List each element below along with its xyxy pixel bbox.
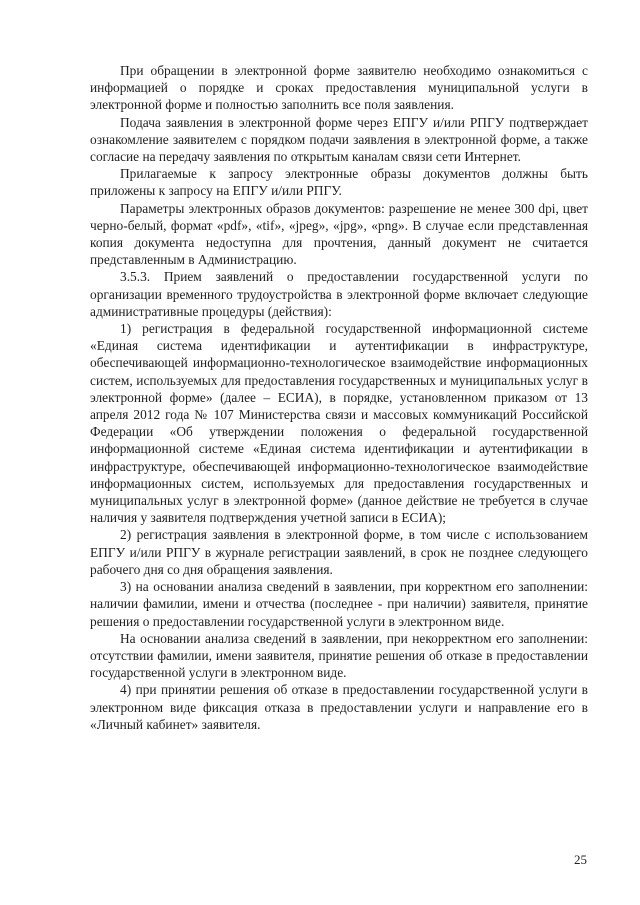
page-number: 25 xyxy=(574,852,587,867)
paragraph: При обращении в электронной форме заявителю необходимо ознакомиться с информацией о порядке и сроках предоставления муниципальной услуги в электронной форме и полностью заполнить все поля заявления. xyxy=(90,63,588,113)
paragraph: Параметры электронных образов документов: разрешение не менее 300 dpi, цвет черно-белый, формат «pdf», «tif», «jpeg», «jpg», «png». В случае если представленная копия документа недоступна для прочтения, данный документ не считается представленным в Администрацию. xyxy=(90,200,588,268)
paragraph: На основании анализа сведений в заявлении, при некорректном его заполнении: отсутствии фамилии, имени заявителя, принятие решения об отказе в предоставлении государственной услуги в электронном виде. xyxy=(90,630,588,681)
paragraph: Подача заявления в электронной форме через ЕПГУ и/или РПГУ подтверждает ознакомление заявителем с порядком подачи заявления в электронной форме, а также согласие на передачу заявления по открытым каналам связи сети Интернет. xyxy=(90,114,588,165)
paragraph: 1) регистрация в федеральной государственной информационной системе «Единая система идентификации и аутентификации в инфраструктуре, обеспечивающей информационно-технологическое взаимодействие информационных систем, используемых для предоставления государственных и муниципальных услуг в электронной форме» (далее – ЕСИА), в порядке, установленном приказом от 13 апреля 2012 года № 107 Министерства связи и массовых коммуникаций Российской Федерации «Об утверждении положения о федеральной государственной информационной системе «Единая система идентификации и аутентификации в инфраструктуре, обеспечивающей информационно-технологическое взаимодействие информационных систем, используемых для предоставления государственных и муниципальных услуг в электронной форме» (данное действие не требуется в случае наличия у заявителя подтверждения учетной записи в ЕСИА); xyxy=(90,321,588,526)
paragraph: Прилагаемые к запросу электронные образы документов должны быть приложены к запросу на ЕПГУ и/или РПГУ. xyxy=(90,166,588,199)
paragraph: 4) при принятии решения об отказе в предоставлении государственной услуги в электронном виде фиксация отказа в предоставлении услуги и направление его в «Личный кабинет» заявителя. xyxy=(90,682,588,732)
body-text xyxy=(90,62,588,733)
paragraph: 3.5.3. Прием заявлений о предоставлении государственной услуги по организации временного трудоустройства в электронной форме включает следующие административные процедуры (действия): xyxy=(90,269,588,319)
paragraph: 3) на основании анализа сведений в заявлении, при корректном его заполнении: наличии фамилии, имени и отчества (последнее - при наличии) заявителя, принятие решения о предоставлении государственной услуги в электронном виде. xyxy=(90,579,588,629)
paragraph: 2) регистрация заявления в электронной форме, в том числе с использованием ЕПГУ и/или РПГУ в журнале регистрации заявлений, в срок не позднее следующего рабочего дня со дня обращения заявления. xyxy=(90,527,588,577)
